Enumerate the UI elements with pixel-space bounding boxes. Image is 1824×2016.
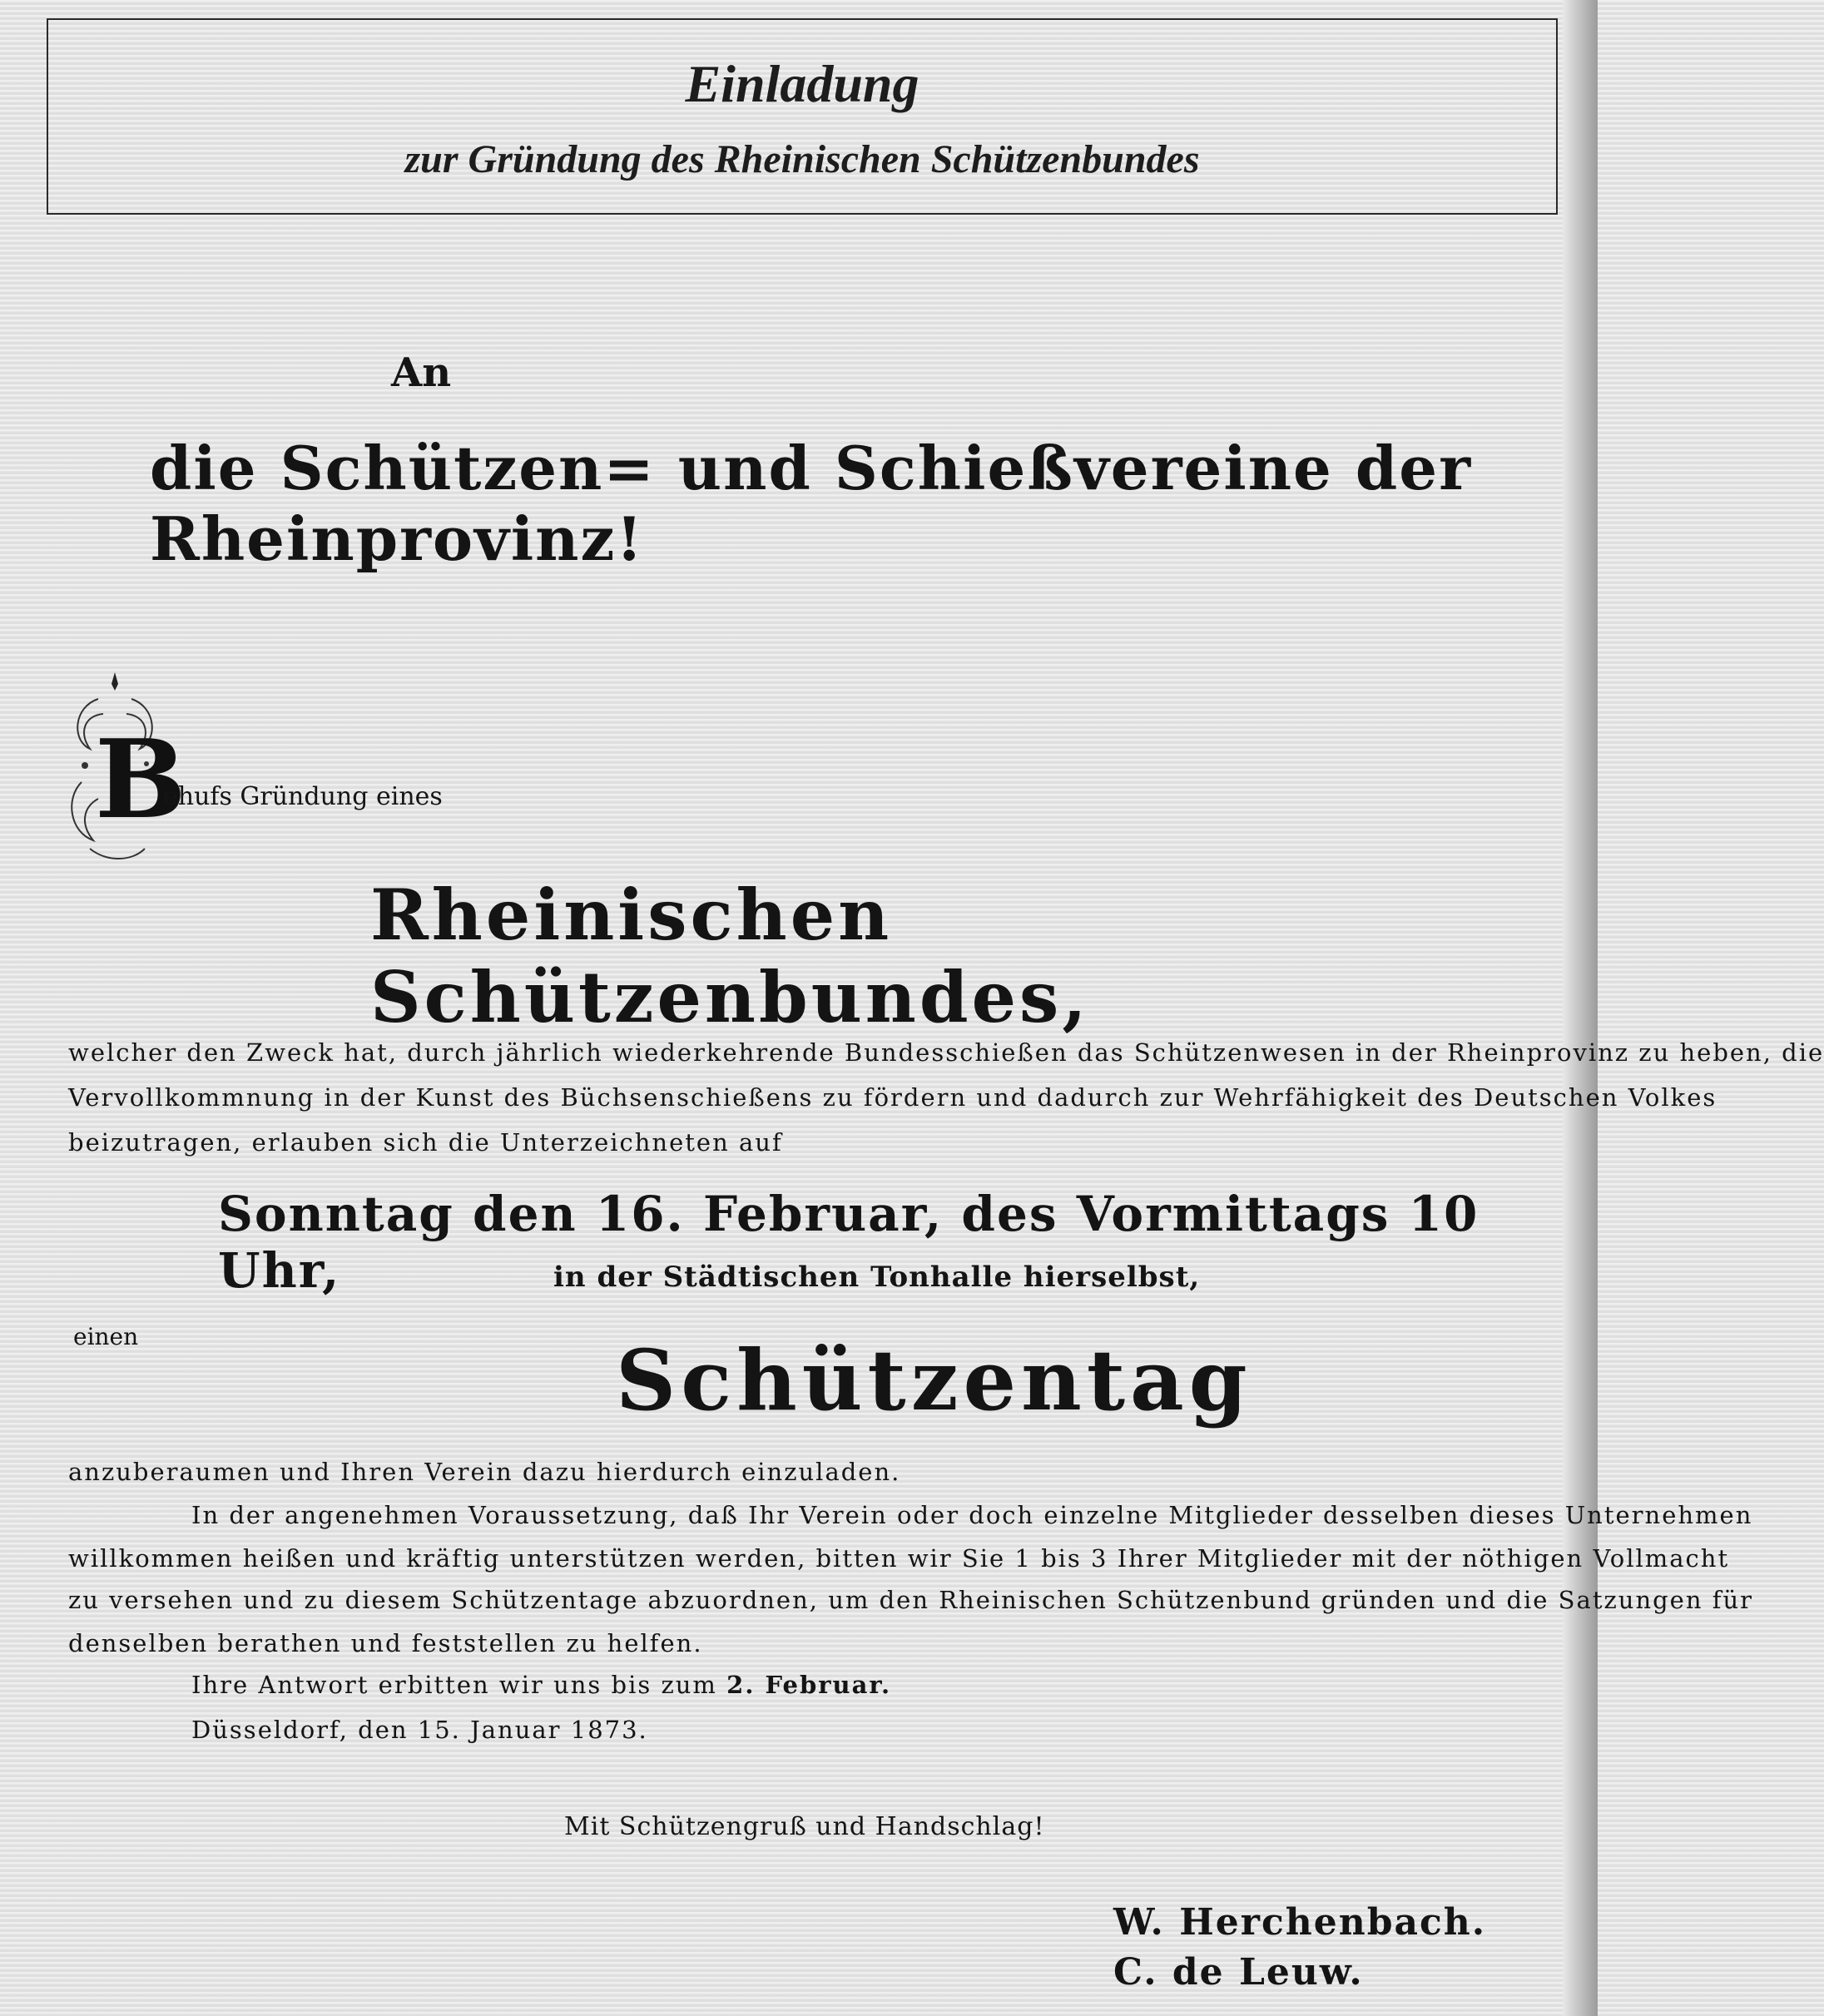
header-subtitle: zur Gründung des Rheinischen Schützenbundes bbox=[404, 137, 1200, 181]
invite-line: anzuberaumen und Ihren Verein dazu hierdurch einzuladen. bbox=[68, 1458, 901, 1486]
location-line: in der Städtischen Tonhalle hierselbst, bbox=[553, 1261, 1201, 1294]
header-title: Einladung bbox=[685, 54, 919, 113]
ornamental-initial bbox=[65, 666, 186, 865]
place-date: Düsseldorf, den 15. Januar 1873. bbox=[191, 1716, 648, 1744]
reply-deadline: 2. Februar. bbox=[726, 1671, 892, 1699]
body-line: In der angenehmen Voraussetzung, daß Ihr Verein oder doch einzelne Mitglieder desselben dieses Unternehmen bbox=[191, 1501, 1753, 1529]
date-line: Sonntag den 16. Februar, des Vormittags 10 Uhr, bbox=[218, 1186, 1480, 1299]
body-line: zu versehen und zu diesem Schützentage abzuordnen, um den Rheinischen Schützenbund gründen und die Satzungen für bbox=[68, 1586, 1754, 1614]
initial-letter: B bbox=[95, 716, 186, 843]
reply-request-text: Ihre Antwort erbitten wir uns bis zum bbox=[191, 1671, 717, 1699]
signature-herchenbach: W. Herchenbach. bbox=[1113, 1901, 1487, 1944]
reply-request bbox=[191, 1671, 891, 1699]
addressee-line: die Schützen= und Schießvereine der Rheinprovinz! bbox=[150, 433, 1472, 574]
signature-de-leuw: C. de Leuw. bbox=[1113, 1951, 1364, 1994]
header-box bbox=[47, 18, 1558, 215]
salutation-an: An bbox=[391, 349, 452, 396]
event-name: Schützentag bbox=[616, 1331, 1252, 1429]
organization-name: Rheinischen Schützenbundes, bbox=[370, 874, 1090, 1038]
purpose-line: Vervollkommnung in der Kunst des Büchsenschießens zu fördern und dadurch zur Wehrfähigkeit des Deutschen Volkes bbox=[68, 1083, 1717, 1112]
purpose-line: beizutragen, erlauben sich die Unterzeichneten auf bbox=[68, 1128, 783, 1157]
closing-line: Mit Schützengruß und Handschlag! bbox=[564, 1812, 1045, 1841]
body-line: willkommen heißen und kräftig unterstützen werden, bitten wir Sie 1 bis 3 Ihrer Mitglieder mit der nöthigen Vollmacht bbox=[68, 1544, 1730, 1573]
intro-text: ehufs Gründung eines bbox=[163, 782, 443, 811]
purpose-line: welcher den Zweck hat, durch jährlich wiederkehrende Bundesschießen das Schützenwesen in der Rheinprovinz zu heben, die bbox=[68, 1038, 1824, 1067]
einen-word: einen bbox=[73, 1323, 139, 1350]
body-line: denselben berathen und feststellen zu helfen. bbox=[68, 1629, 703, 1657]
